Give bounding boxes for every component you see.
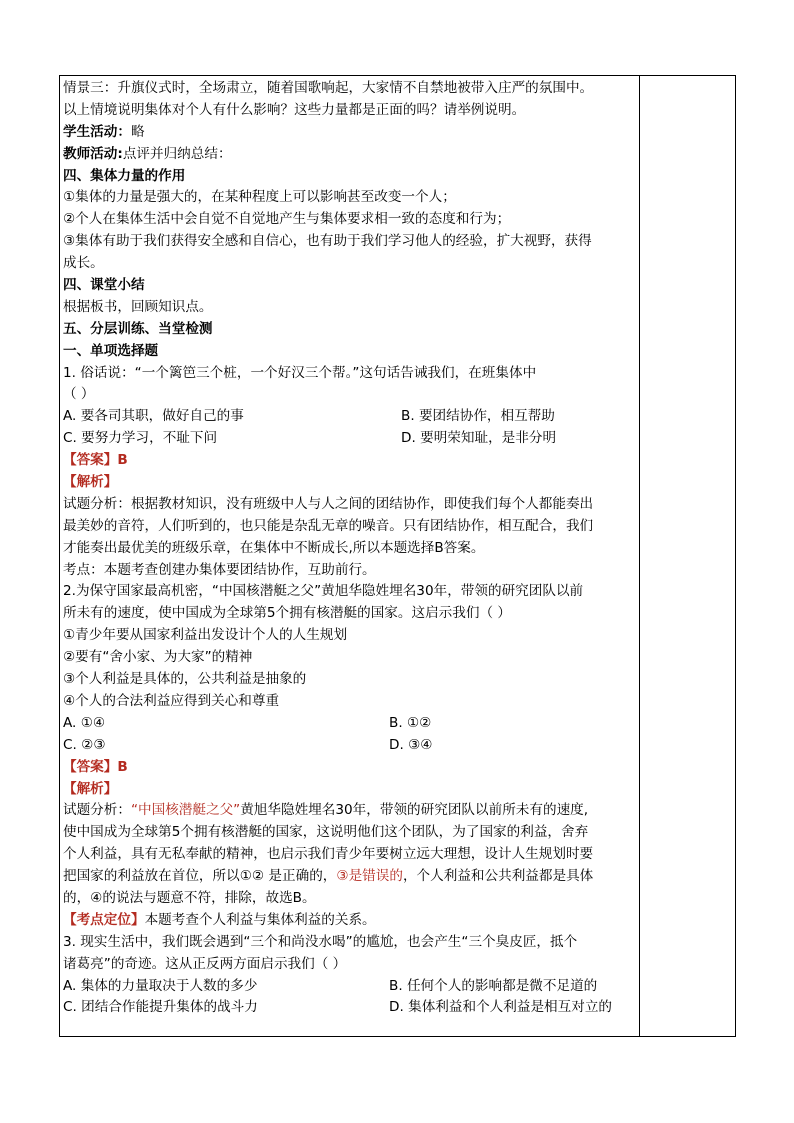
scenario-question: 以上情境说明集体对个人有什么影响？这些力量都是正面的吗？请举例说明。 xyxy=(63,101,526,118)
student-activity-label: 学生活动： xyxy=(63,123,131,140)
summary-text: 根据板书，回顾知识点。 xyxy=(63,298,213,315)
column-divider xyxy=(639,76,640,1036)
lesson-table xyxy=(59,75,736,1037)
q2-stem-cont: 所未有的速度，使中国成为全球第5个拥有核潜艇的国家。这启示我们（ ） xyxy=(63,605,511,622)
q2-statement-4: ④个人的合法利益应得到关心和尊重 xyxy=(63,692,280,709)
q2-options-row-2 xyxy=(63,735,637,757)
q3-stem-cont: 诸葛亮”的奇迹。这从正反两方面启示我们（ ） xyxy=(63,955,347,972)
teacher-activity xyxy=(63,144,637,166)
q1-stem-cont: （ ） xyxy=(63,386,95,403)
q1-analysis-label: 【解析】 xyxy=(63,474,118,491)
q1-option-c: C. 要努力学习，不耻下问 xyxy=(63,430,218,447)
q3-stem: 3. 现实生活中，我们既会遇到“三个和尚没水喝”的尴尬，也会产生“三个臭皮匠，抵个 xyxy=(63,933,578,950)
q2-option-b: B. ①② xyxy=(389,714,432,731)
q2-options-row-1 xyxy=(63,713,637,735)
teacher-activity-label: 教师活动: xyxy=(63,145,123,162)
lesson-content xyxy=(63,78,637,1019)
q1-option-d: D. 要明荣知耻，是非分明 xyxy=(401,430,557,447)
q1-point: 考点：本题考查创建办集体要团结协作，互助前行。 xyxy=(63,561,376,578)
q2-analysis-prefix: 试题分析： xyxy=(63,802,131,819)
teacher-activity-value: 点评并归纳总结： xyxy=(122,145,232,162)
q2-analysis-rest: 黄旭华隐姓埋名30年，带领的研究团队以前所未有的速度, xyxy=(240,802,589,819)
q2-option-d: D. ③④ xyxy=(389,736,433,753)
q2-analysis-1 xyxy=(63,800,637,822)
q3-option-a: A. 集体的力量取决于人数的多少 xyxy=(63,977,258,994)
section-heading-summary: 四、课堂小结 xyxy=(63,277,145,294)
q2-point-text: 本题考查个人利益与集体利益的关系。 xyxy=(144,911,376,928)
student-activity-value: 略 xyxy=(130,123,145,140)
section-heading-exercises: 五、分层训练、当堂检测 xyxy=(63,320,213,337)
q2-statement-3: ③个人利益是具体的，公共利益是抽象的 xyxy=(63,671,307,688)
q2-answer: 【答案】B xyxy=(63,758,128,775)
q1-option-b: B. 要团结协作，相互帮助 xyxy=(401,408,555,425)
q2-point xyxy=(63,910,637,932)
q3-options-row-1 xyxy=(63,976,637,998)
point-3-cont: 成长。 xyxy=(63,255,104,272)
q3-option-c: C. 团结合作能提升集体的战斗力 xyxy=(63,999,258,1016)
q1-answer: 【答案】B xyxy=(63,452,128,469)
subheading-single-choice: 一、单项选择题 xyxy=(63,342,159,359)
q3-option-d: D. 集体利益和个人利益是相互对立的 xyxy=(389,999,613,1016)
q1-analysis-3: 才能奏出最优美的班级乐章，在集体中不断成长,所以本题选择B答案。 xyxy=(63,539,485,556)
q1-analysis-2: 最美妙的音符，人们听到的，也只能是杂乱无章的噪音。只有团结协作，相互配合，我们 xyxy=(63,517,594,534)
point-2: ②个人在集体生活中会自觉不自觉地产生与集体要求相一致的态度和行为； xyxy=(63,211,511,228)
q1-options-row-1 xyxy=(63,406,637,428)
q2-option-c: C. ②③ xyxy=(63,736,106,753)
q2-statement-1: ①青少年要从国家利益出发设计个人的人生规划 xyxy=(63,627,348,644)
student-activity xyxy=(63,122,637,144)
q2-analysis-2: 使中国成为全球第5个拥有核潜艇的国家，这说明他们这个团队，为了国家的利益，舍弃 xyxy=(63,824,589,841)
point-3: ③集体有助于我们获得安全感和自信心，也有助于我们学习他人的经验，扩大视野，获得 xyxy=(63,233,592,250)
q2-analysis-4-highlight: ③是错误的 xyxy=(336,868,403,885)
q2-analysis-highlight: “中国核潜艇之父” xyxy=(130,802,241,819)
q2-analysis-4-rest: ，个人利益和公共利益都是具体 xyxy=(402,868,594,885)
q1-analysis-1: 试题分析：根据教材知识，没有班级中人与人之间的团结协作，即使我们每个人都能奏出 xyxy=(63,495,594,512)
q2-analysis-label: 【解析】 xyxy=(63,780,118,797)
q3-options-row-2 xyxy=(63,997,637,1019)
q2-analysis-4 xyxy=(63,866,637,888)
q2-analysis-4-prefix: 把国家的利益放在首位，所以①② 是正确的， xyxy=(63,868,337,885)
q1-stem: 1. 俗话说：“一个篱笆三个桩，一个好汉三个帮。”这句话告诫我们，在班集体中 xyxy=(63,364,537,381)
q2-analysis-3: 个人利益，具有无私奉献的精神，也启示我们青少年要树立远大理想，设计人生规划时要 xyxy=(63,846,594,863)
q1-option-a: A. 要各司其职，做好自己的事 xyxy=(63,408,244,425)
q3-option-b: B. 任何个人的影响都是微不足道的 xyxy=(389,977,598,994)
q2-statement-2: ②要有“舍小家、为大家”的精神 xyxy=(63,649,253,666)
q1-options-row-2 xyxy=(63,428,637,450)
point-1: ①集体的力量是强大的，在某种程度上可以影响甚至改变一个人； xyxy=(63,189,456,206)
section-heading-collective-power: 四、集体力量的作用 xyxy=(63,167,186,184)
q2-stem: 2.为保守国家最高机密，“中国核潜艇之父”黄旭华隐姓埋名30年，带领的研究团队以前 xyxy=(63,583,584,600)
q2-option-a: A. ①④ xyxy=(63,714,106,731)
scenario-three: 情景三：升旗仪式时，全场肃立，随着国歌响起，大家情不自禁地被带入庄严的氛围中。 xyxy=(63,80,594,96)
q2-point-label: 【考点定位】 xyxy=(63,911,145,928)
q2-analysis-5: 的，④的说法与题意不符，排除，故选B。 xyxy=(63,889,316,906)
